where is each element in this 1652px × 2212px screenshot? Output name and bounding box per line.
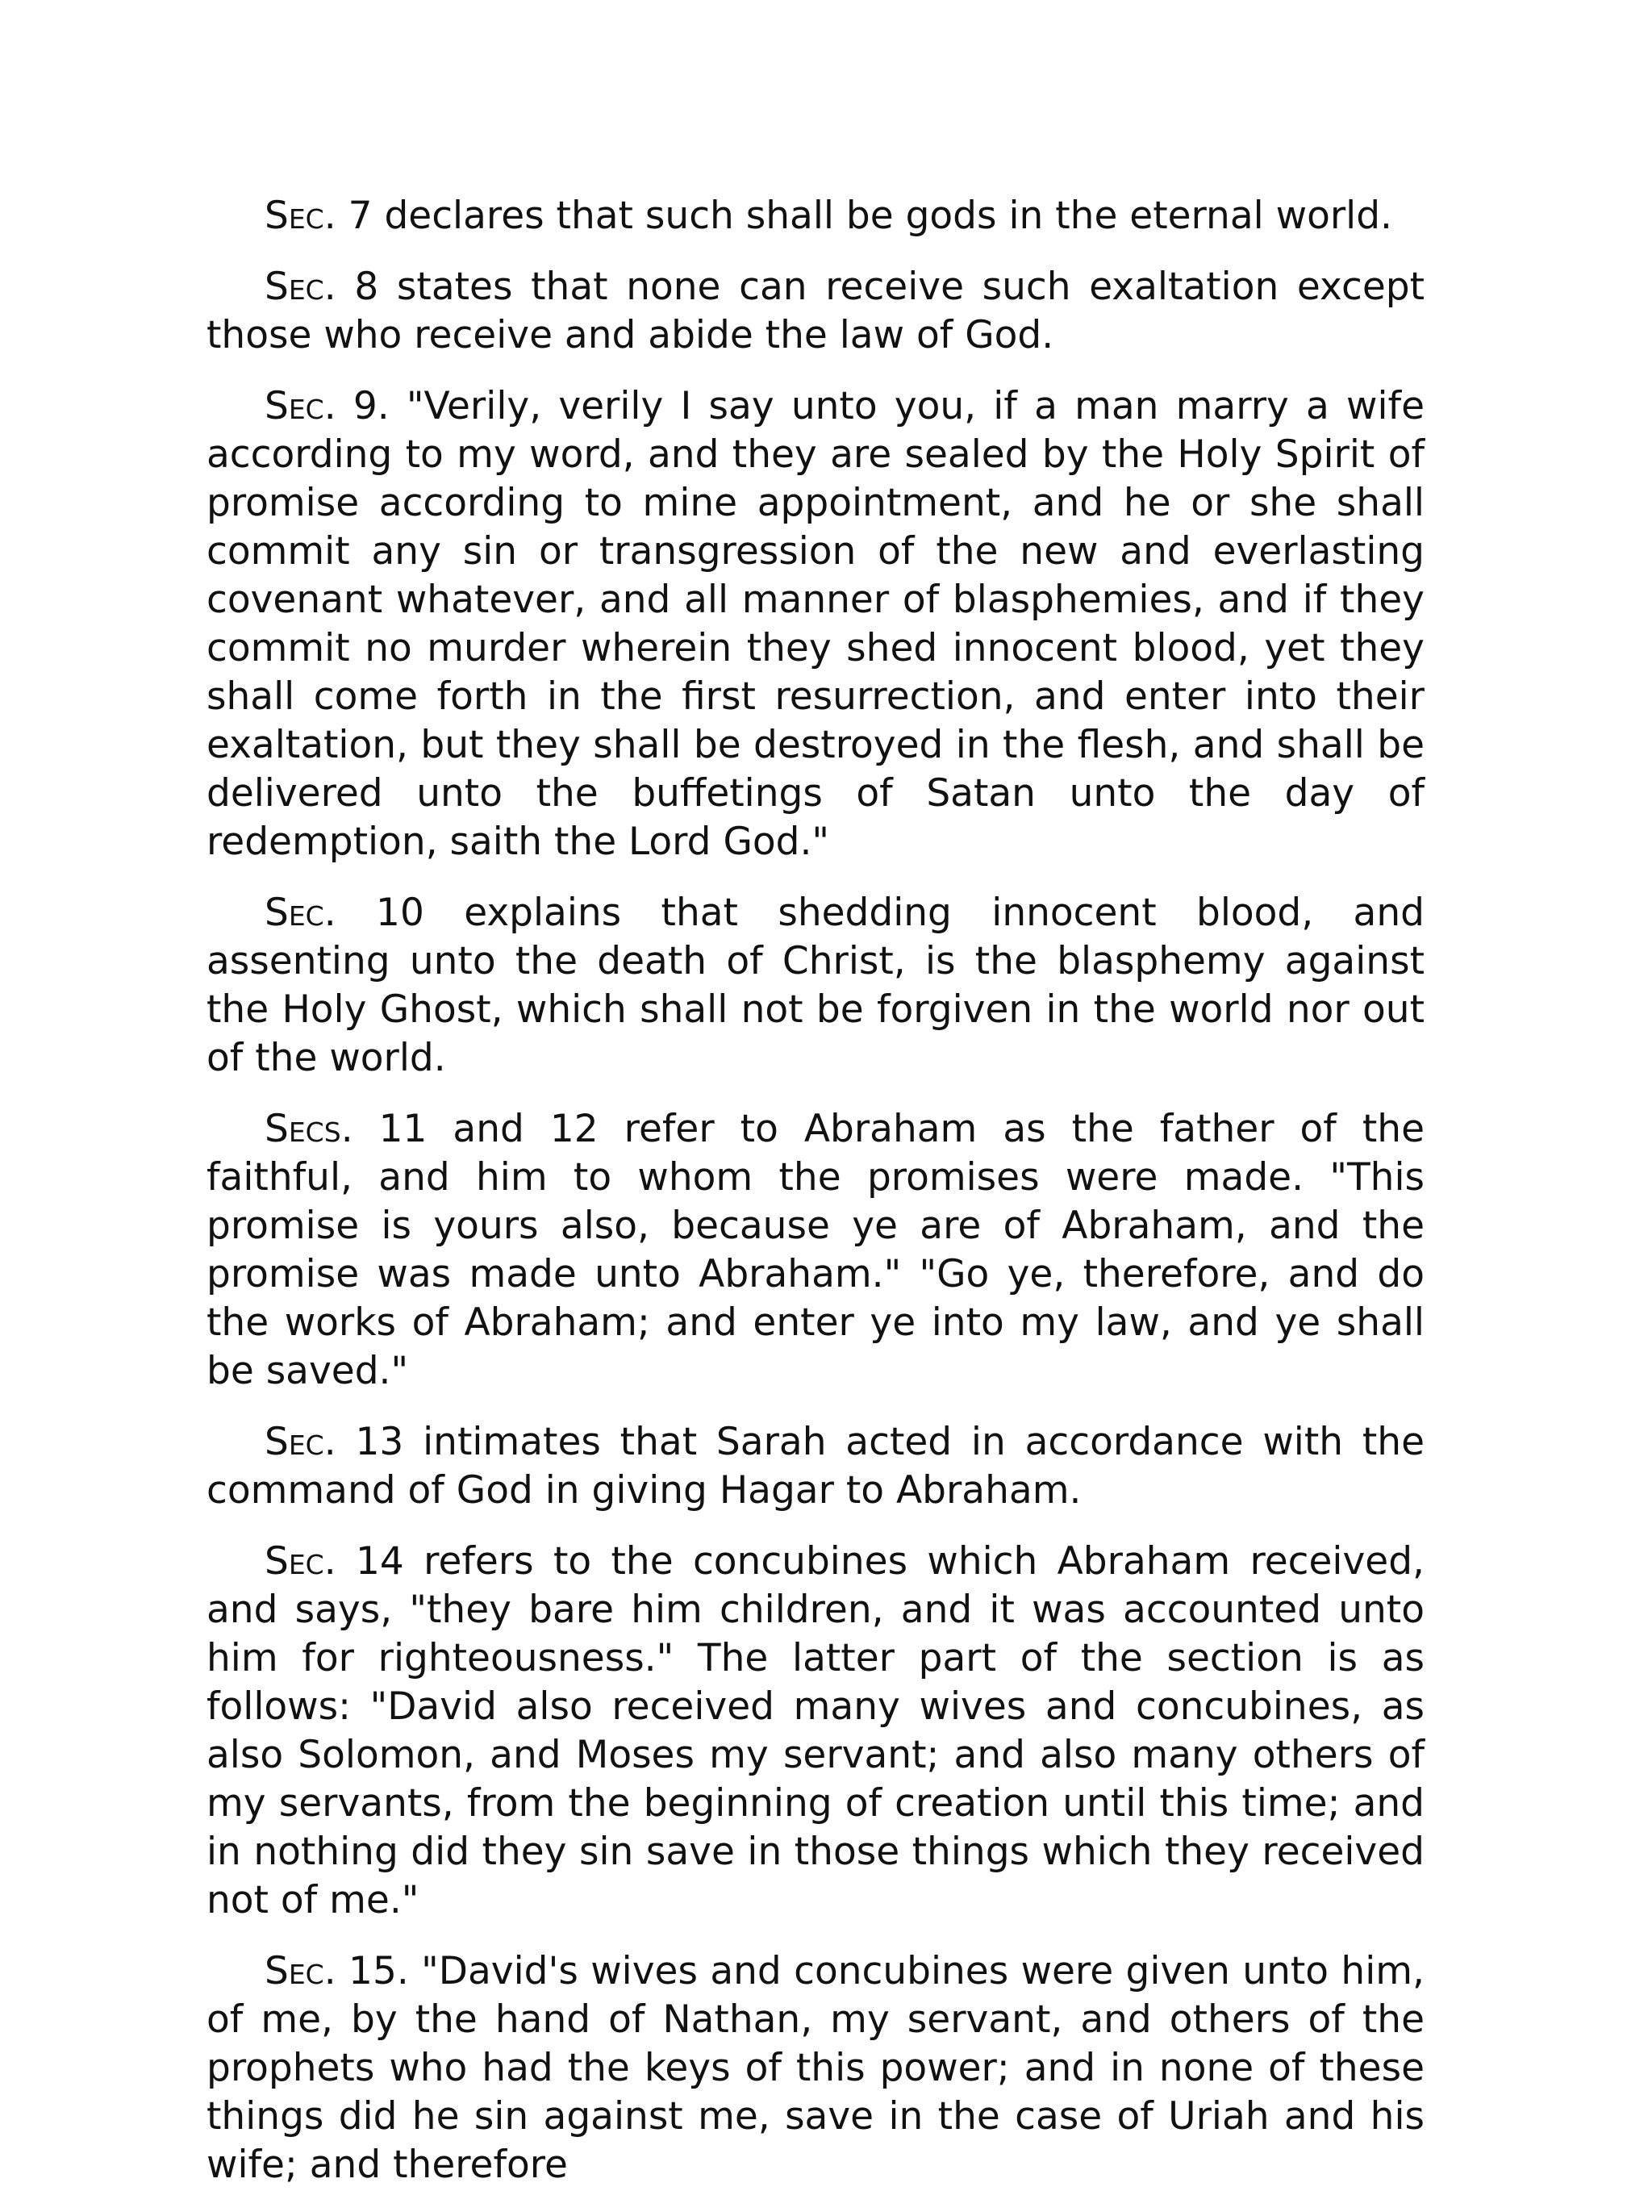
paragraph-sec-13: [206, 1418, 1425, 1515]
paragraph-sec-10: [206, 889, 1425, 1083]
paragraph-text: . 10 explains that shedding innocent blood, and assenting unto the death of Christ, is the blasphemy against the Holy Ghost, which shall not be forgiven in the world nor out of the world.: [206, 891, 1425, 1080]
section-label: Sec: [265, 891, 324, 935]
paragraph-text: . 7 declares that such shall be gods in the eternal world.: [323, 194, 1392, 238]
paragraph-sec-8: [206, 263, 1425, 360]
paragraph-text: . 9. "Verily, verily I say unto you, if a man marry a wife according to my word, and they are sealed by the Holy Spirit of promise according to mine appointment, and he or she shall commit any sin or transgression of the new and everlasting covenant whatever, and all manner of blasphemies, and if they commit no murder wherein they shed innocent blood, yet they shall come forth in the first resurrection, and enter into their exaltation, but they shall be destroyed in the flesh, and shall be delivered unto the buffetings of Satan unto the day of redemption, saith the Lord God.": [206, 384, 1425, 864]
paragraph-text: . 11 and 12 refer to Abraham as the father of the faithful, and him to whom the promises were made. "This promise is yours also, because ye are of Abraham, and the promise was made unto Abraham." "Go ye, therefore, and do the works of Abraham; and enter ye into my law, and ye shall be saved.": [206, 1107, 1425, 1393]
paragraph-secs-11-12: [206, 1105, 1425, 1396]
paragraph-text: . 13 intimates that Sarah acted in accordance with the command of God in giving Hagar to Abraham.: [206, 1420, 1425, 1513]
section-label: Sec: [265, 384, 324, 428]
paragraph-text: . 14 refers to the concubines which Abraham received, and says, "they bare him children, and it was accounted unto him for righteousness." The latter part of the section is as follows: "David also received many wives and concubines, as also Solomon, and Moses my servant; and also many others of my servants, from the beginning of creation until this time; and in nothing did they sin save in those things which they received not of me.": [206, 1539, 1425, 1922]
paragraph-sec-14: [206, 1538, 1425, 1925]
body-text: [206, 192, 1425, 2212]
section-label: Secs: [265, 1107, 341, 1151]
paragraph-sec-7: [206, 192, 1425, 240]
section-label: Sec: [265, 194, 324, 238]
section-label: Sec: [265, 1420, 324, 1464]
section-label: Sec: [265, 1539, 324, 1584]
paragraph-text: . 8 states that none can receive such exaltation except those who receive and abide the law of God.: [206, 265, 1425, 357]
paragraph-sec-15: [206, 1947, 1425, 2189]
section-label: Sec: [265, 1949, 324, 1993]
paragraph-sec-9: [206, 382, 1425, 866]
paragraph-text: . 15. "David's wives and concubines were given unto him, of me, by the hand of Nathan, my servant, and others of the prophets who had the keys of this power; and in none of these things did he sin against me, save in the case of Uriah and his wife; and therefore: [206, 1949, 1425, 2187]
section-label: Sec: [265, 265, 324, 309]
